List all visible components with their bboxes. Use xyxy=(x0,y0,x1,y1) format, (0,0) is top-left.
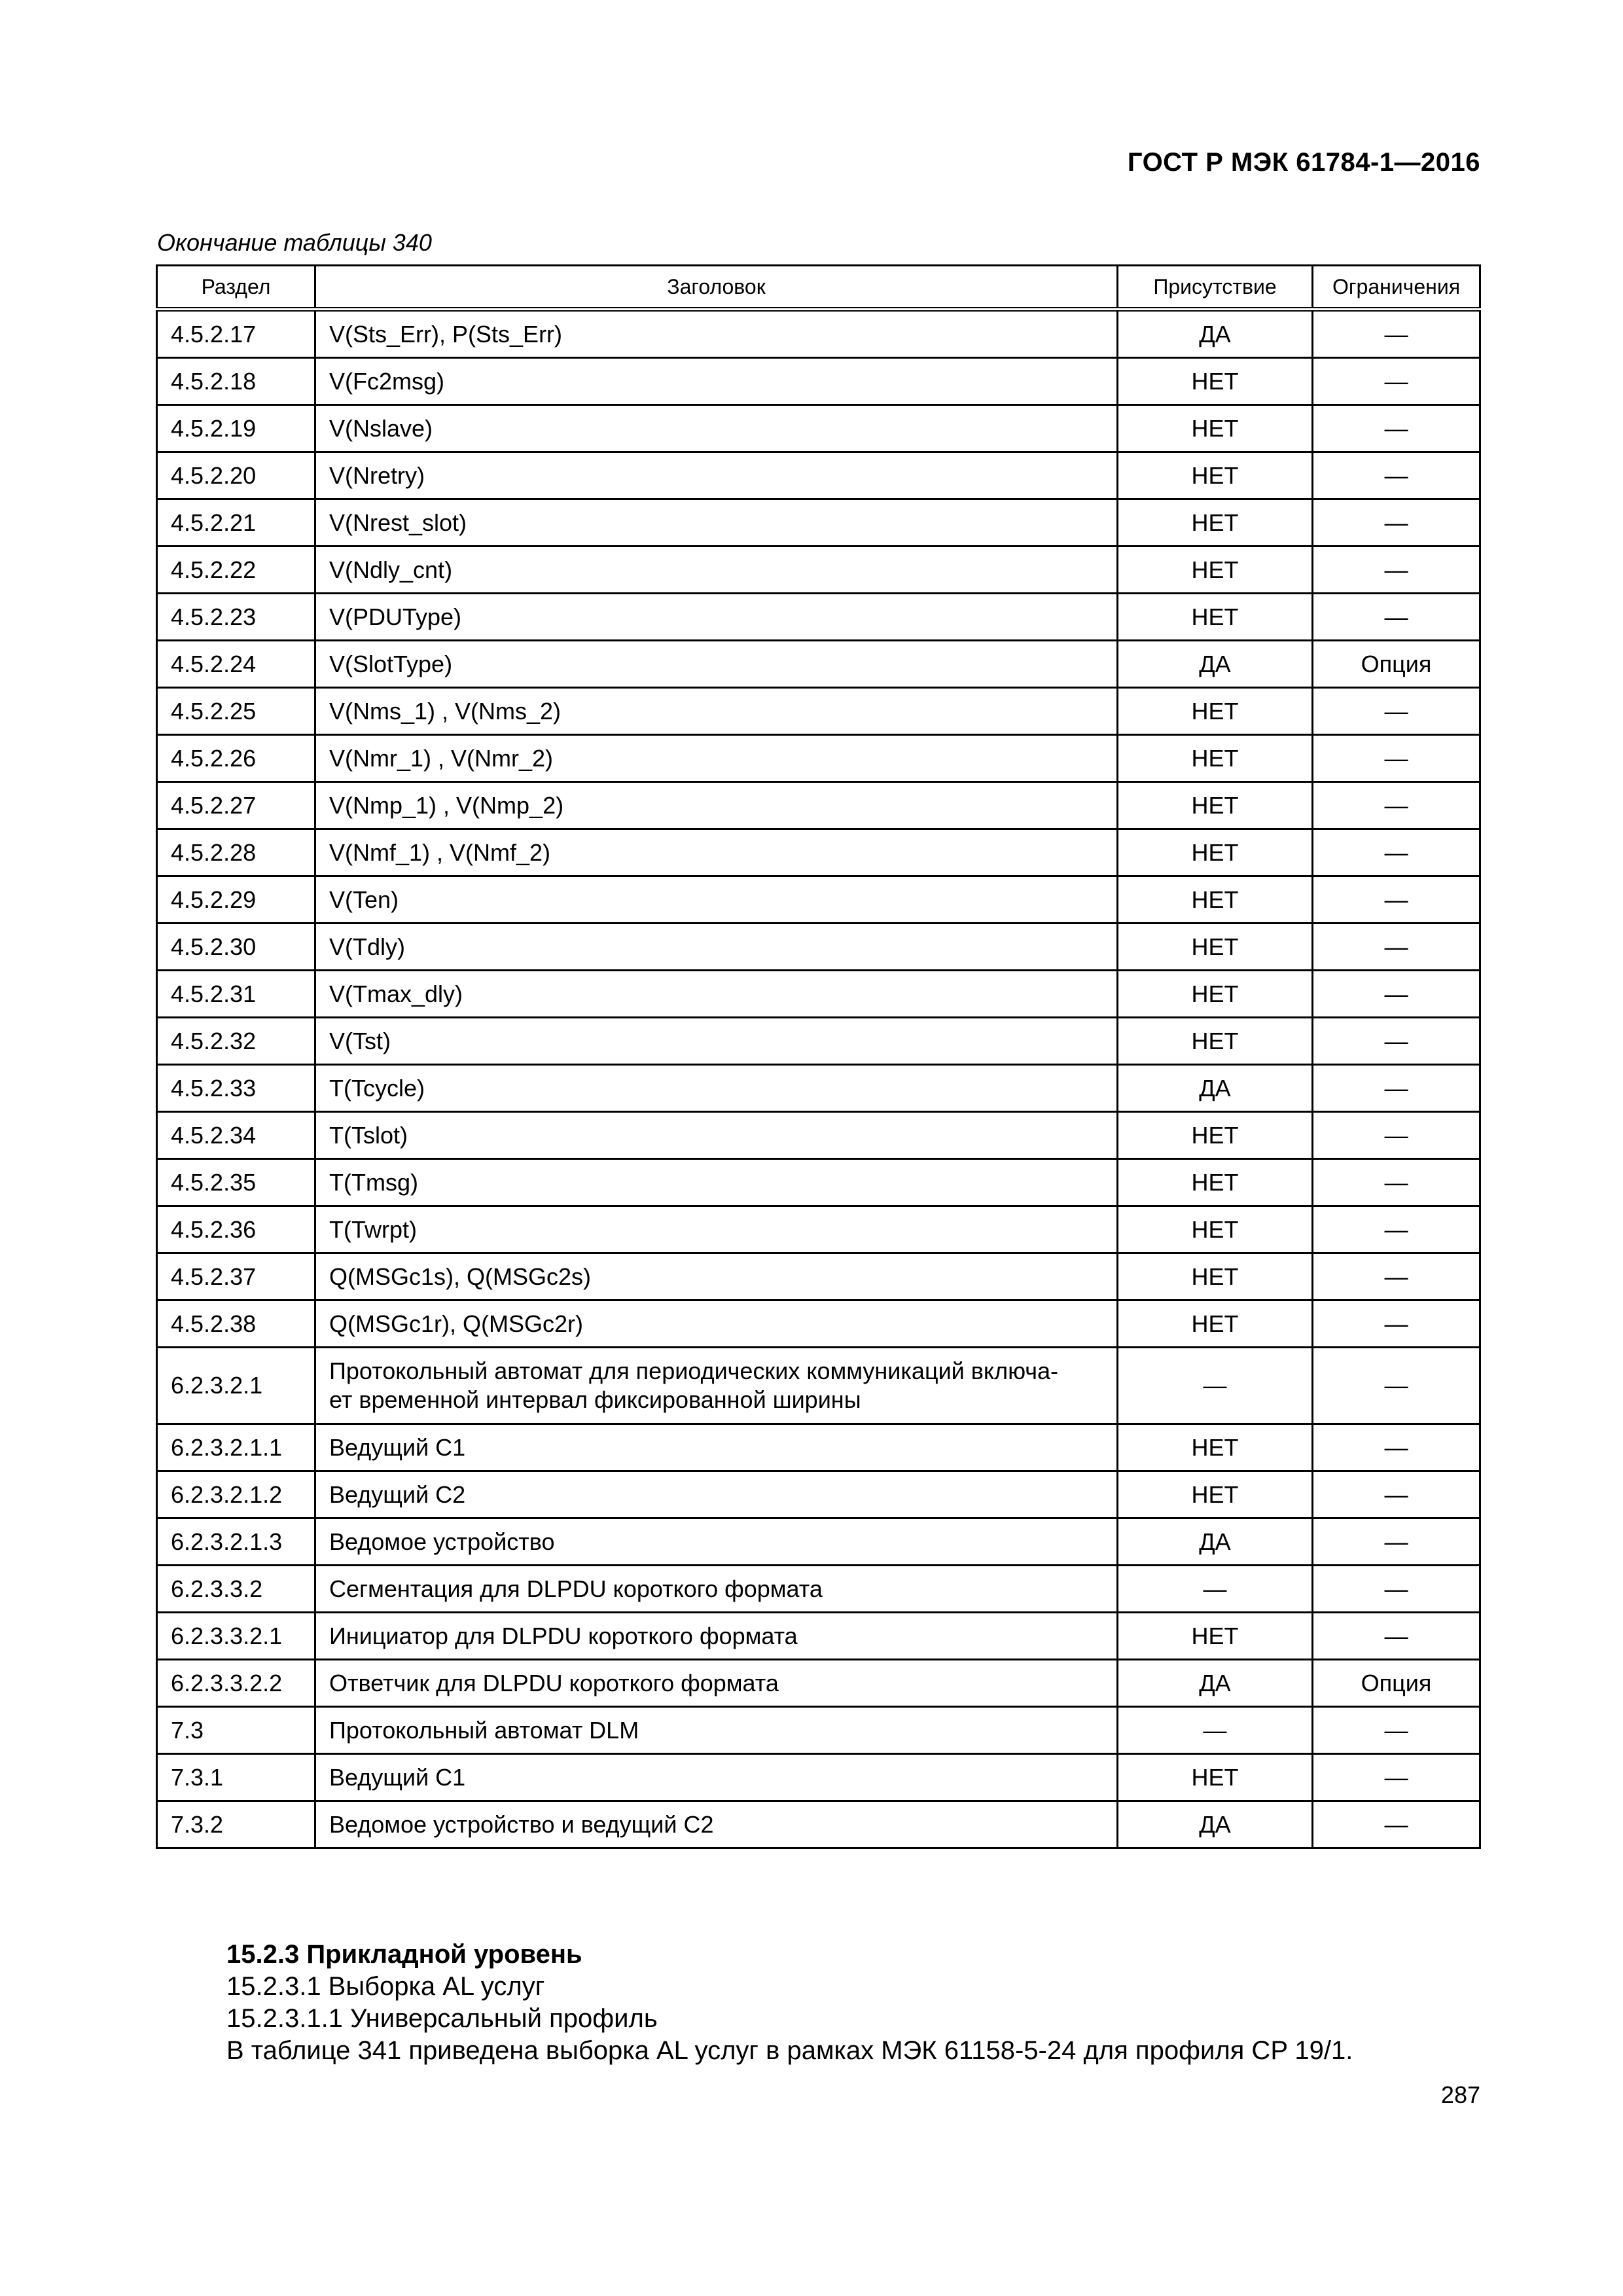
table-row xyxy=(157,1112,1480,1159)
constraint-cell: — xyxy=(1313,829,1480,876)
title-cell: V(Nmr_1) , V(Nmr_2) xyxy=(315,735,1118,782)
title-cell: Протокольный автомат для периодических коммуникаций включа- ет временной интервал фиксированной ширины xyxy=(315,1348,1118,1424)
presence-cell: НЕТ xyxy=(1118,876,1313,924)
table-row xyxy=(157,1566,1480,1613)
constraint-cell: — xyxy=(1313,1065,1480,1112)
table-row xyxy=(157,1159,1480,1206)
table-row xyxy=(157,1754,1480,1801)
column-header-section: Раздел xyxy=(157,266,315,310)
table-row xyxy=(157,735,1480,782)
constraint-cell: — xyxy=(1313,499,1480,547)
section-code-cell: 4.5.2.32 xyxy=(157,1018,315,1065)
table-row xyxy=(157,782,1480,829)
title-cell: V(Sts_Err), P(Sts_Err) xyxy=(315,310,1118,358)
section-code-cell: 4.5.2.31 xyxy=(157,971,315,1018)
presence-cell: НЕТ xyxy=(1118,971,1313,1018)
page-number: 287 xyxy=(1440,2081,1480,2108)
constraint-cell: — xyxy=(1313,547,1480,594)
presence-cell: НЕТ xyxy=(1118,1300,1313,1348)
section-heading: 15.2.3 Прикладной уровень xyxy=(226,1940,582,1969)
table-row xyxy=(157,1518,1480,1566)
title-cell: Q(MSGc1r), Q(MSGc2r) xyxy=(315,1300,1118,1348)
document-id: ГОСТ Р МЭК 61784-1—2016 xyxy=(1127,148,1480,177)
table-row xyxy=(157,1424,1480,1471)
constraint-cell: — xyxy=(1313,1801,1480,1848)
title-cell: Протокольный автомат DLM xyxy=(315,1707,1118,1754)
section-code-cell: 4.5.2.27 xyxy=(157,782,315,829)
section-block xyxy=(226,1939,1353,2067)
section-code-cell: 6.2.3.2.1.3 xyxy=(157,1518,315,1566)
section-code-cell: 4.5.2.29 xyxy=(157,876,315,924)
constraint-cell: — xyxy=(1313,1566,1480,1613)
constraint-cell: — xyxy=(1313,594,1480,641)
section-code-cell: 6.2.3.2.1.1 xyxy=(157,1424,315,1471)
title-cell: V(Nmf_1) , V(Nmf_2) xyxy=(315,829,1118,876)
section-code-cell: 4.5.2.24 xyxy=(157,641,315,688)
presence-cell: НЕТ xyxy=(1118,358,1313,405)
constraint-cell: — xyxy=(1313,1112,1480,1159)
presence-cell: НЕТ xyxy=(1118,1754,1313,1801)
constraint-cell: — xyxy=(1313,1253,1480,1300)
section-paragraph: В таблице 341 приведена выборка AL услуг в рамках МЭК 61158-5-24 для профиля CP 19/1. xyxy=(226,2036,1353,2065)
presence-cell: НЕТ xyxy=(1118,829,1313,876)
table-row xyxy=(157,641,1480,688)
presence-cell: — xyxy=(1118,1348,1313,1424)
presence-cell: ДА xyxy=(1118,1660,1313,1707)
title-cell: V(Nslave) xyxy=(315,405,1118,452)
table-row xyxy=(157,688,1480,735)
constraint-cell: — xyxy=(1313,1518,1480,1566)
section-code-cell: 6.2.3.3.2.2 xyxy=(157,1660,315,1707)
title-cell: V(Nretry) xyxy=(315,452,1118,499)
title-cell: V(Nrest_slot) xyxy=(315,499,1118,547)
section-code-cell: 6.2.3.3.2.1 xyxy=(157,1613,315,1660)
constraint-cell: — xyxy=(1313,924,1480,971)
title-cell: T(Tcycle) xyxy=(315,1065,1118,1112)
conformance-table xyxy=(156,264,1481,1849)
constraint-cell: — xyxy=(1313,1348,1480,1424)
constraint-cell: — xyxy=(1313,405,1480,452)
title-cell: Q(MSGc1s), Q(MSGc2s) xyxy=(315,1253,1118,1300)
presence-cell: ДА xyxy=(1118,1518,1313,1566)
constraint-cell: — xyxy=(1313,310,1480,358)
title-cell: Ведущий С1 xyxy=(315,1424,1118,1471)
title-cell: T(Tmsg) xyxy=(315,1159,1118,1206)
constraint-cell: — xyxy=(1313,688,1480,735)
section-code-cell: 7.3 xyxy=(157,1707,315,1754)
constraint-cell: — xyxy=(1313,1471,1480,1518)
section-code-cell: 4.5.2.19 xyxy=(157,405,315,452)
presence-cell: НЕТ xyxy=(1118,1613,1313,1660)
presence-cell: НЕТ xyxy=(1118,924,1313,971)
subsubsection-heading: 15.2.3.1.1 Универсальный профиль xyxy=(226,2004,658,2033)
section-code-cell: 6.2.3.2.1 xyxy=(157,1348,315,1424)
presence-cell: ДА xyxy=(1118,310,1313,358)
constraint-cell: — xyxy=(1313,876,1480,924)
title-cell: V(Ndly_cnt) xyxy=(315,547,1118,594)
title-cell: V(Ten) xyxy=(315,876,1118,924)
section-code-cell: 7.3.2 xyxy=(157,1801,315,1848)
table-row xyxy=(157,1065,1480,1112)
constraint-cell: — xyxy=(1313,1613,1480,1660)
column-header-presence: Присутствие xyxy=(1118,266,1313,310)
title-cell: Ведущий С2 xyxy=(315,1471,1118,1518)
section-code-cell: 4.5.2.34 xyxy=(157,1112,315,1159)
title-cell: V(Nmp_1) , V(Nmp_2) xyxy=(315,782,1118,829)
presence-cell: НЕТ xyxy=(1118,405,1313,452)
table-header-row xyxy=(157,266,1480,310)
table-row xyxy=(157,310,1480,358)
table-row xyxy=(157,1206,1480,1253)
table-row xyxy=(157,1348,1480,1424)
section-code-cell: 7.3.1 xyxy=(157,1754,315,1801)
section-code-cell: 4.5.2.17 xyxy=(157,310,315,358)
section-code-cell: 4.5.2.25 xyxy=(157,688,315,735)
title-cell: V(Tdly) xyxy=(315,924,1118,971)
presence-cell: НЕТ xyxy=(1118,1112,1313,1159)
constraint-cell: — xyxy=(1313,1018,1480,1065)
presence-cell: НЕТ xyxy=(1118,1253,1313,1300)
section-code-cell: 4.5.2.22 xyxy=(157,547,315,594)
presence-cell: НЕТ xyxy=(1118,547,1313,594)
title-cell: Ведомое устройство xyxy=(315,1518,1118,1566)
presence-cell: НЕТ xyxy=(1118,499,1313,547)
presence-cell: НЕТ xyxy=(1118,452,1313,499)
constraint-cell: — xyxy=(1313,1159,1480,1206)
title-cell: Ведущий С1 xyxy=(315,1754,1118,1801)
constraint-cell: — xyxy=(1313,782,1480,829)
title-cell: Инициатор для DLPDU короткого формата xyxy=(315,1613,1118,1660)
presence-cell: НЕТ xyxy=(1118,735,1313,782)
table-row xyxy=(157,1613,1480,1660)
table-row xyxy=(157,1253,1480,1300)
constraint-cell: — xyxy=(1313,1300,1480,1348)
title-cell: T(Tslot) xyxy=(315,1112,1118,1159)
table-row xyxy=(157,358,1480,405)
table-row xyxy=(157,499,1480,547)
table-row xyxy=(157,405,1480,452)
presence-cell: НЕТ xyxy=(1118,1424,1313,1471)
constraint-cell: — xyxy=(1313,1707,1480,1754)
constraint-cell: — xyxy=(1313,1424,1480,1471)
constraint-cell: — xyxy=(1313,452,1480,499)
constraint-cell: — xyxy=(1313,358,1480,405)
table-row xyxy=(157,1300,1480,1348)
table-row xyxy=(157,1707,1480,1754)
section-code-cell: 4.5.2.30 xyxy=(157,924,315,971)
title-cell: Ведомое устройство и ведущий С2 xyxy=(315,1801,1118,1848)
table-row xyxy=(157,876,1480,924)
section-code-cell: 6.2.3.2.1.2 xyxy=(157,1471,315,1518)
section-code-cell: 4.5.2.33 xyxy=(157,1065,315,1112)
section-code-cell: 4.5.2.20 xyxy=(157,452,315,499)
section-code-cell: 4.5.2.37 xyxy=(157,1253,315,1300)
presence-cell: НЕТ xyxy=(1118,1206,1313,1253)
column-header-constraints: Ограничения xyxy=(1313,266,1480,310)
title-cell: V(SlotType) xyxy=(315,641,1118,688)
presence-cell: НЕТ xyxy=(1118,594,1313,641)
section-code-cell: 4.5.2.18 xyxy=(157,358,315,405)
section-code-cell: 6.2.3.3.2 xyxy=(157,1566,315,1613)
constraint-cell: — xyxy=(1313,1754,1480,1801)
table-row xyxy=(157,971,1480,1018)
presence-cell: НЕТ xyxy=(1118,1018,1313,1065)
table-row xyxy=(157,1018,1480,1065)
presence-cell: ДА xyxy=(1118,641,1313,688)
table-row xyxy=(157,1801,1480,1848)
constraint-cell: Опция xyxy=(1313,1660,1480,1707)
section-code-cell: 4.5.2.28 xyxy=(157,829,315,876)
table-row xyxy=(157,452,1480,499)
presence-cell: ДА xyxy=(1118,1801,1313,1848)
section-code-cell: 4.5.2.35 xyxy=(157,1159,315,1206)
title-cell: V(Tmax_dly) xyxy=(315,971,1118,1018)
section-code-cell: 4.5.2.21 xyxy=(157,499,315,547)
table-row xyxy=(157,829,1480,876)
title-cell: T(Twrpt) xyxy=(315,1206,1118,1253)
constraint-cell: Опция xyxy=(1313,641,1480,688)
presence-cell: — xyxy=(1118,1707,1313,1754)
subsection-heading: 15.2.3.1 Выборка AL услуг xyxy=(226,1972,545,2001)
section-code-cell: 4.5.2.23 xyxy=(157,594,315,641)
table-row xyxy=(157,1660,1480,1707)
section-code-cell: 4.5.2.26 xyxy=(157,735,315,782)
section-code-cell: 4.5.2.36 xyxy=(157,1206,315,1253)
presence-cell: НЕТ xyxy=(1118,782,1313,829)
constraint-cell: — xyxy=(1313,971,1480,1018)
presence-cell: НЕТ xyxy=(1118,1471,1313,1518)
title-cell: Ответчик для DLPDU короткого формата xyxy=(315,1660,1118,1707)
constraint-cell: — xyxy=(1313,735,1480,782)
title-cell: V(Fc2msg) xyxy=(315,358,1118,405)
table-caption: Окончание таблицы 340 xyxy=(157,229,432,256)
table-row xyxy=(157,924,1480,971)
table-row xyxy=(157,547,1480,594)
presence-cell: НЕТ xyxy=(1118,1159,1313,1206)
title-cell: V(Nms_1) , V(Nms_2) xyxy=(315,688,1118,735)
section-code-cell: 4.5.2.38 xyxy=(157,1300,315,1348)
presence-cell: — xyxy=(1118,1566,1313,1613)
table-body xyxy=(157,310,1480,1848)
table-row xyxy=(157,594,1480,641)
constraint-cell: — xyxy=(1313,1206,1480,1253)
column-header-title: Заголовок xyxy=(315,266,1118,310)
title-cell: Сегментация для DLPDU короткого формата xyxy=(315,1566,1118,1613)
presence-cell: НЕТ xyxy=(1118,688,1313,735)
title-cell: V(Tst) xyxy=(315,1018,1118,1065)
table-row xyxy=(157,1471,1480,1518)
title-cell: V(PDUType) xyxy=(315,594,1118,641)
presence-cell: ДА xyxy=(1118,1065,1313,1112)
